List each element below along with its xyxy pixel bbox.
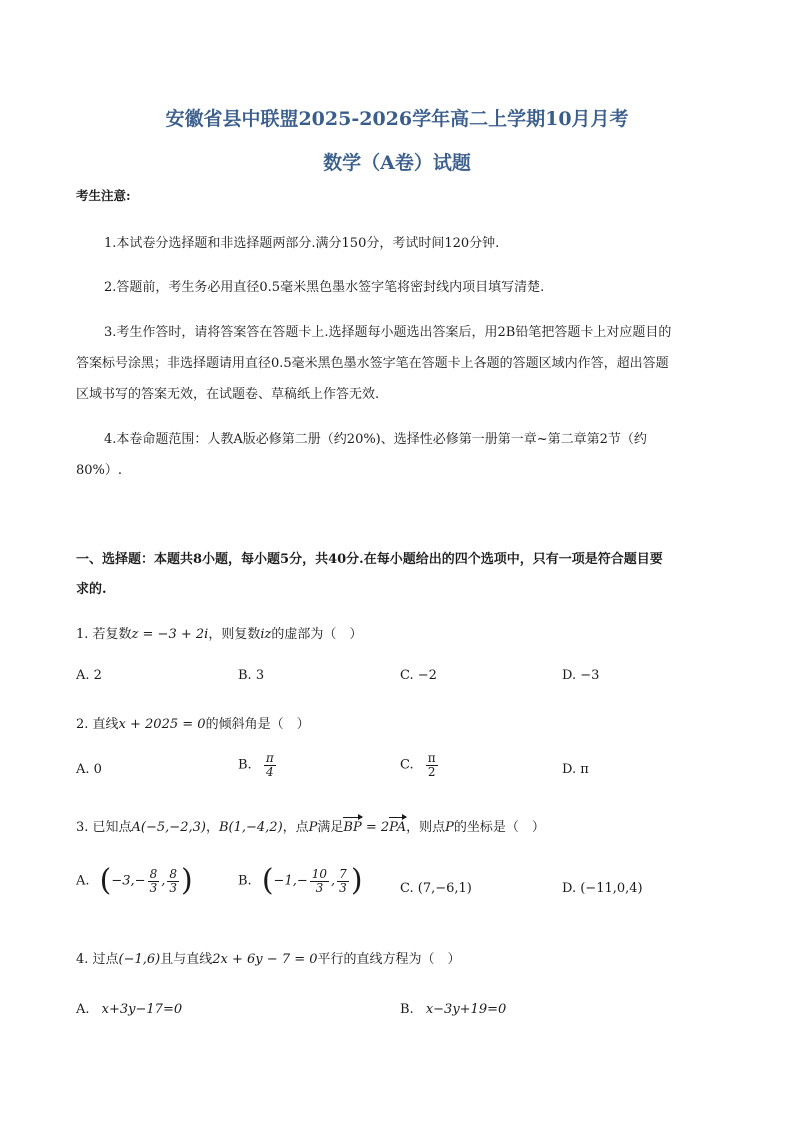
question-3-option-d: D. (−11,0,4) [562,881,643,896]
question-3-option-b-fraction-1 [310,868,329,894]
question-1-math: z = −3 + 2i [131,627,209,642]
question-2-text-pre: 2. 直线 [76,717,119,732]
question-3-option-a-comma: , [161,873,166,889]
question-2-option-c [400,752,440,778]
exam-title: 安徽省县中联盟2025-2026学年高二上学期10月月考 [165,108,629,130]
question-3-option-a [76,863,193,898]
notice-item-2: 2.答题前，考生务必用直径0.5毫米黑色墨水签字笔将密封线内项目填写清楚. [104,280,545,295]
question-3-option-a-fraction-1 [148,868,160,894]
notice-item-1: 1.本试卷分选择题和非选择题两部分.满分150分，考试时间120分钟. [104,236,500,251]
question-1-option-a: A. 2 [76,668,102,683]
question-4-option-a-label: A. [76,1002,90,1017]
question-3-text-mid-2: 满足 [317,820,344,835]
notice-item-3-line-1: 3.考生作答时，请将答案答在答题卡上.选择题每小题选出答案后，用2B铅笔把答题卡上对应题目的 [104,325,672,340]
question-4-option-a-math: x+3y−17=0 [101,1002,183,1017]
question-3-stem [76,816,545,835]
question-3-option-b-open-paren: ( [261,863,274,898]
question-3-text-pre: 3. 已知点 [76,820,132,835]
question-1-text-post: 的虚部为（ ） [271,627,363,642]
question-3-text-mid-3: ，则点 [406,820,446,835]
question-4-option-b-math: x−3y+19=0 [425,1002,507,1017]
exam-subtitle: 数学（A卷）试题 [323,152,471,174]
question-4-line: 2x + 6y − 7 = 0 [212,952,318,967]
question-3-option-a-den-2: 3 [169,880,178,895]
question-1-option-d: D. −3 [562,668,600,683]
question-2-option-c-fraction [426,752,438,778]
question-3-point-p: P [308,820,318,835]
question-3-option-c: C. (7,−6,1) [400,881,472,896]
section-heading-line-2: 求的. [76,582,107,597]
question-4-text-post: 平行的直线方程为（ ） [317,952,461,967]
question-3-option-b-den-1: 3 [315,880,324,895]
question-1-option-b: B. 3 [238,668,265,683]
question-2-option-c-label: C. [400,757,414,773]
question-3-option-a-open-paren: ( [99,863,112,898]
question-1-text-mid: ，则复数 [208,627,261,642]
question-3-option-b-close-paren: ) [350,863,363,898]
question-3-option-b-den-2: 3 [339,880,347,895]
question-3-option-b-first: −1,− [273,873,308,889]
question-3-option-b-comma: , [331,873,336,889]
notice-item-4-line-1: 4.本卷命题范围：人教A版必修第二册（约20%)、选择性必修第一册第一章~第二章第2节（约 [104,432,647,447]
question-2-text-post: 的倾斜角是（ ） [205,717,310,732]
notice-item-4-line-2: 80%）. [76,463,123,478]
question-3-option-b [238,863,363,898]
question-2-stem [76,713,310,732]
question-3-separator: ， [205,820,219,835]
question-3-point-p-2: P [445,820,454,835]
question-3-option-b-num-1: 10 [311,866,328,881]
question-2-option-b-numerator: π [265,751,274,765]
question-4-text-mid: 且与直线 [160,952,213,967]
question-3-vector-pa: PA [389,820,407,835]
question-3-option-a-label: A. [76,873,90,889]
question-2-option-d: D. π [562,762,589,777]
question-3-text-post: 的坐标是（ ） [453,820,545,835]
question-3-vector-bp: BP [343,820,362,835]
question-2-option-b-denominator: 4 [265,764,274,779]
question-4-point: (−1,6) [118,952,161,967]
question-2-option-b-fraction [264,752,276,778]
question-1-text-pre: 1. 若复数 [76,627,132,642]
question-3-text-mid: ，点 [282,820,309,835]
question-1-stem [76,623,362,642]
question-3-option-a-num-2: 8 [169,866,178,881]
question-3-point-a: A(−5,−2,3) [131,820,206,835]
question-3-option-a-fraction-2 [167,868,179,894]
question-3-option-a-first: −3,− [111,873,146,889]
question-3-point-b: B(1,−4,2) [218,820,283,835]
question-4-option-b [400,1002,506,1017]
notice-item-3-line-2: 答案标号涂黑；非选择题请用直径0.5毫米黑色墨水签字笔在答题卡上各题的答题区域内作答，超出答题 [76,356,669,371]
question-2-option-c-numerator: π [427,751,436,765]
question-4-option-b-label: B. [400,1002,414,1017]
question-2-option-c-denominator: 2 [427,764,436,779]
question-3-option-b-num-2: 7 [339,866,347,881]
question-2-option-b-label: B. [238,757,252,773]
question-2-option-b [238,752,278,778]
notice-heading: 考生注意: [76,188,131,203]
question-2-option-a: A. 0 [76,762,102,777]
question-1-option-c: C. −2 [400,668,437,683]
question-3-option-a-close-paren: ) [181,863,193,898]
question-3-equals: = 2 [361,820,390,835]
question-3-option-b-label: B. [238,873,252,889]
question-3-option-a-num-1: 8 [149,866,158,881]
section-heading-line-1: 一、选择题：本题共8小题，每小题5分，共40分.在每小题给出的四个选项中，只有一项是符合题目要 [76,552,663,567]
question-4-stem [76,948,461,967]
question-3-option-b-fraction-2 [337,868,349,894]
notice-item-3-line-3: 区域书写的答案无效，在试题卷、草稿纸上作答无效. [76,387,380,402]
question-2-math: x + 2025 = 0 [118,717,206,732]
question-4-option-a [76,1002,182,1017]
question-3-option-a-den-1: 3 [149,880,158,895]
question-1-math-2: iz [260,627,272,642]
question-4-text-pre: 4. 过点 [76,952,119,967]
